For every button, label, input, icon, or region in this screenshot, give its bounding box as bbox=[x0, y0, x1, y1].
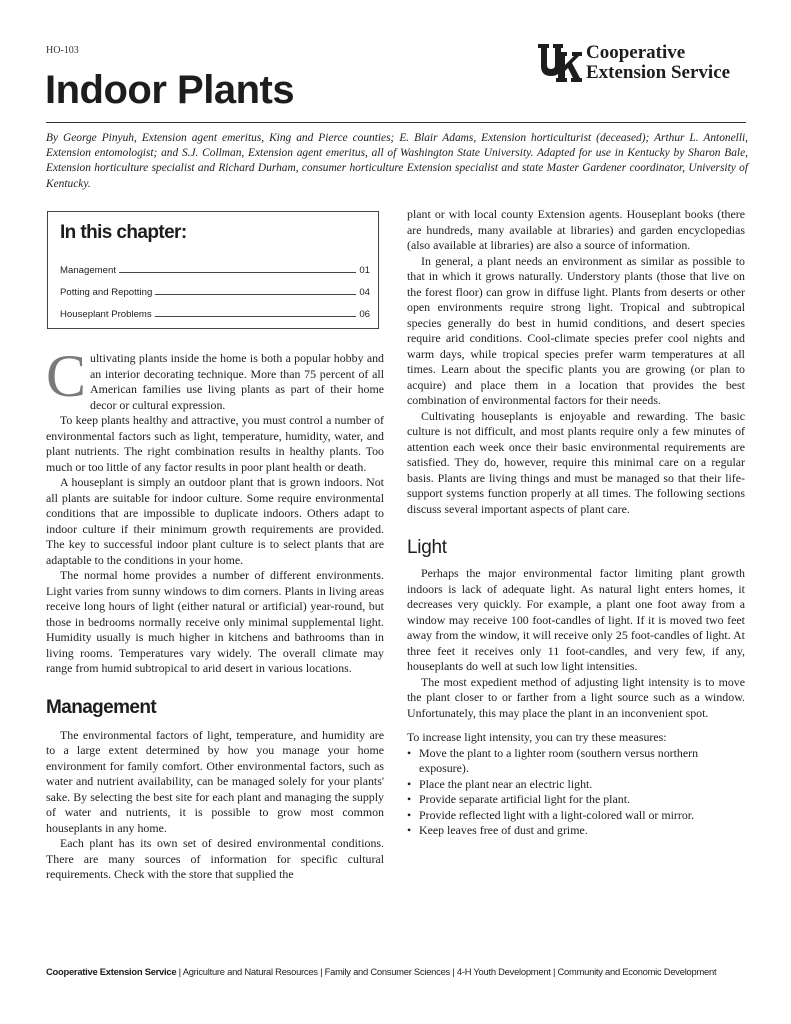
section-heading-light: Light bbox=[407, 537, 447, 558]
body-paragraph: plant or with local county Extension agents. Houseplant books (there are hundreds, many available at libraries) and garden encyclopedias (also available at libraries) are also a source of information. bbox=[407, 207, 745, 252]
body-paragraph: A houseplant is simply an outdoor plant that is grown indoors. Not all plants are suitable for indoor culture. Some require environmental conditions that are impossible to duplicate indoors. Others adapt to indoor culture if their minimum growth requirements are provided. The key to successful indoor plant culture is to select plants that are adaptable to the conditions in your home. bbox=[46, 475, 384, 567]
list-intro: To increase light intensity, you can try these measures: bbox=[407, 730, 667, 744]
body-paragraph: The most expedient method of adjusting light intensity is to move the plant closer to or farther from a light source such as a window. Unfortunately, this may place the plant in an inconvenient spot. bbox=[407, 674, 745, 720]
document-code: HO-103 bbox=[46, 45, 79, 56]
list-item: • Place the plant near an electric light. bbox=[407, 777, 745, 793]
body-paragraph: In general, a plant needs an environment as similar as possible to that in which it grows naturally. Understory plants (those that live on the forest floor) can grow in diffuse light. Plants from deserts or other open environments require strong light. Tropical and subtropical species generally do best in humid conditions, and desert species require arid conditions. Cool-climate species prefer cool nights and warm days, while tropical species prefer warm temperatures at all times. Learn about the specific plants you are growing (or plan to acquire) and place them in a location that provides the best combination of environmental factors for their needs. bbox=[407, 253, 745, 407]
toc-item-problems[interactable] bbox=[60, 306, 370, 320]
list-item: • Keep leaves free of dust and grime. bbox=[407, 823, 745, 839]
drop-cap: C bbox=[46, 343, 87, 409]
title-rule bbox=[46, 122, 746, 123]
toc-leader-line bbox=[155, 294, 356, 295]
body-paragraph: Perhaps the major environmental factor limiting plant growth indoors is lack of adequate light. As natural light enters homes, it decreases very quickly. For example, a plant one foot away from a window may receive 100 foot-candles of light. If it is moved two feet away from the window, it will receive only 25 foot-candles of light. At three feet it receives only 11 foot-candles, and very few, if any, houseplants do well at such low light intensities. bbox=[407, 566, 745, 673]
footer-lead: Cooperative Extension Service bbox=[46, 966, 177, 977]
section-heading-management: Management bbox=[46, 696, 157, 718]
toc-item-label: Potting and Repotting bbox=[60, 287, 153, 298]
uk-cooperative-extension-logo bbox=[537, 43, 752, 85]
logo-line-2: Extension Service bbox=[586, 62, 731, 83]
list-item: • Provide separate artificial light for the plant. bbox=[407, 792, 745, 808]
intro-text: ultivating plants inside the home is both a popular hobby and an interior decorating technique. More than 75 percent of all American families use living plants as part of their home decor or cultural expression. bbox=[90, 351, 384, 412]
right-column bbox=[407, 207, 745, 839]
body-paragraph: Cultivating houseplants is enjoyable and rewarding. The basic culture is not difficult, and most plants require only a few minutes of attention each week once their basic environmental requirements are satisfied. They do, however, require this minimal care on a regular basis. Plants are living things and must be managed so that their life-support systems function properly at all times. The following sections discuss several important aspects of plant care. bbox=[407, 408, 745, 516]
body-paragraph: Each plant has its own set of desired environmental conditions. There are many sources of information for specific cultural requirements. Check with the store that supplied the bbox=[46, 836, 384, 881]
toc-item-potting[interactable] bbox=[60, 284, 370, 298]
toc-item-management[interactable] bbox=[60, 262, 370, 276]
chapter-contents-box bbox=[47, 211, 379, 329]
toc-item-label: Management bbox=[60, 265, 116, 276]
toc-leader-line bbox=[155, 316, 357, 317]
body-paragraph: To keep plants healthy and attractive, you must control a number of environmental factors such as light, temperature, humidity, water, and plant nutrients. The right combination results in healthy plants. Too much or too little of any factor results in poor plant health or death. bbox=[46, 413, 384, 474]
toc-item-page: 06 bbox=[359, 309, 370, 320]
page-title: Indoor Plants bbox=[45, 68, 295, 112]
footer-program-areas: | Agriculture and Natural Resources | Family and Consumer Sciences | 4-H Youth Development | Community and Economic Development bbox=[176, 966, 717, 977]
page-footer bbox=[46, 966, 746, 977]
list-item: • Provide reflected light with a light-colored wall or mirror. bbox=[407, 808, 745, 824]
body-paragraph: The environmental factors of light, temperature, and humidity are to a large extent determined by how you manage your home environment for family comfort. Other environmental factors, such as water and nutrient availability, can be managed solely for your plants' sake. By selecting the best site for each plant and managing the supply of water and nutrients, it is possible to grow most common houseplants in any home. bbox=[46, 727, 384, 835]
author-byline: By George Pinyuh, Extension agent emeritus, King and Pierce counties; E. Blair Adams, Extension horticulturist (deceased); Arthur L. Antonelli, Extension entomologist; and S.J. Collman, Extension agent emeritus, all of Washington State University. Adapted for use in Kentucky by Sharon Bale, Extension horticulture specialist and Richard Durham, consumer horticulture Extension specialist and state Master Gardener coordinator, University of Kentucky. bbox=[46, 132, 748, 190]
body-paragraph: The normal home provides a number of different environments. Light varies from sunny windows to dim corners. Plants in living areas receive long hours of light (either natural or artificial) year-round, but those in bedrooms normally receive only minimal supplemental light. Humidity usually is much higher in kitchens and bathrooms than in living rooms. Temperatures vary widely. The overall climate may range from humid subtropical to arid desert in various locations. bbox=[46, 568, 384, 675]
toc-item-page: 01 bbox=[359, 265, 370, 276]
contents-heading: In this chapter: bbox=[60, 222, 187, 243]
toc-item-label: Houseplant Problems bbox=[60, 309, 152, 320]
toc-item-page: 04 bbox=[359, 287, 370, 298]
logo-wordmark bbox=[586, 43, 730, 83]
intro-paragraph bbox=[46, 343, 384, 413]
list-item: • Move the plant to a lighter room (southern versus northern exposure). bbox=[407, 746, 745, 777]
toc-leader-line bbox=[119, 272, 356, 273]
uk-logo-icon bbox=[537, 43, 583, 83]
left-column bbox=[46, 343, 384, 883]
light-measures-list bbox=[407, 746, 745, 839]
logo-line-1: Cooperative bbox=[586, 42, 686, 63]
